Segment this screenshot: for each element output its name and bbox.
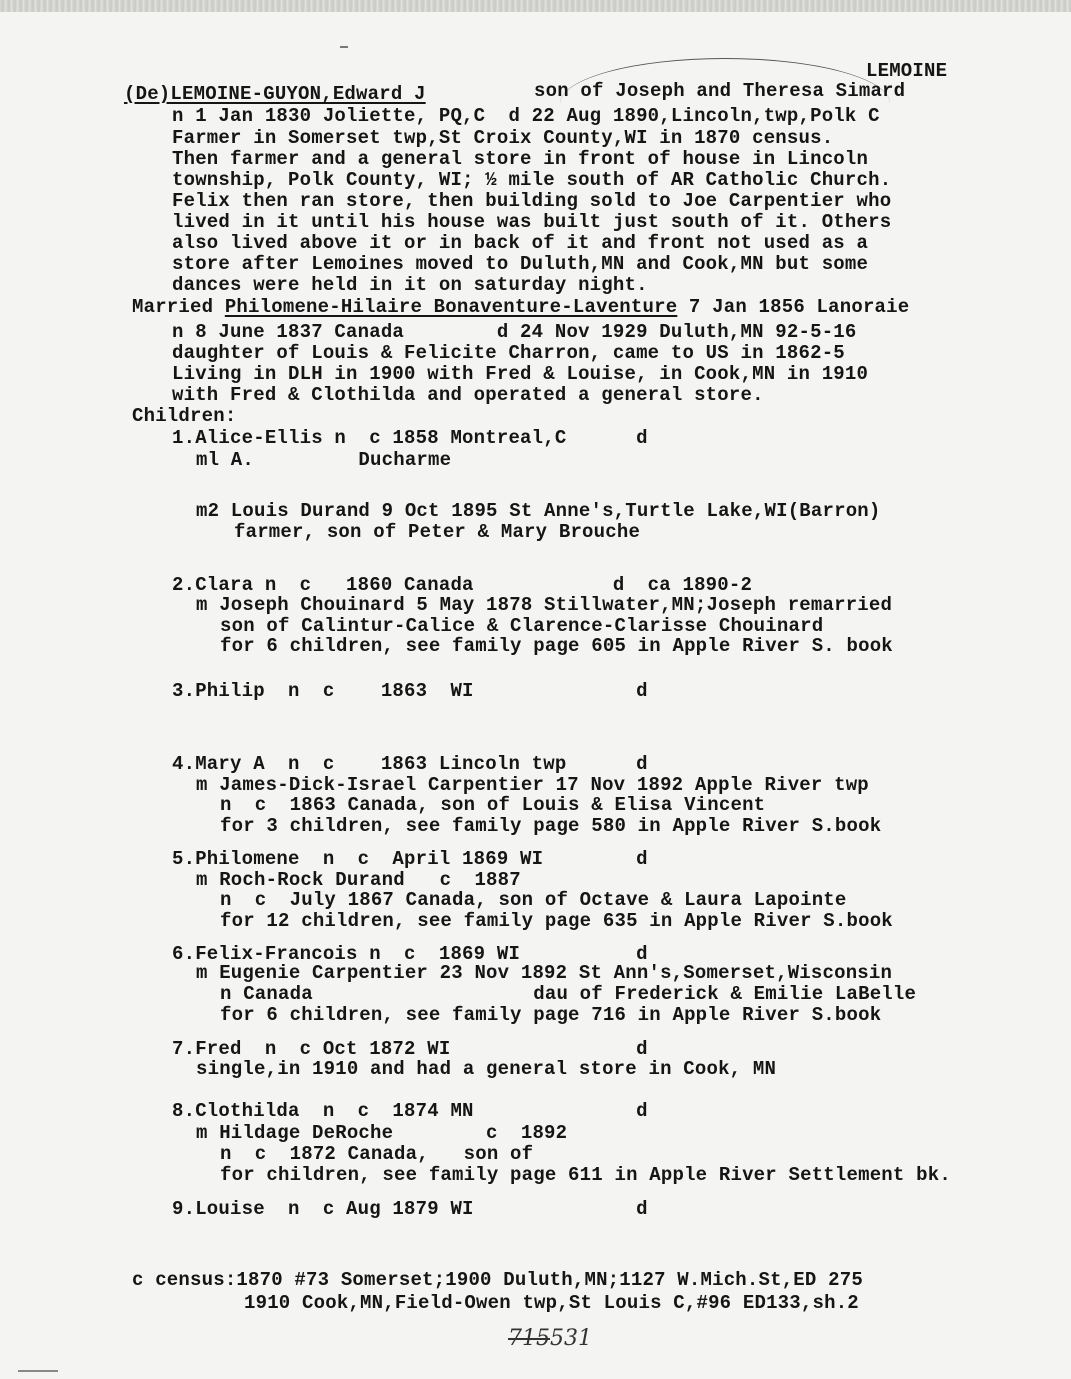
- subject-parents: son of Joseph and Theresa Simard: [534, 80, 906, 102]
- child-entry: 1.Alice-Ellis n c 1858 Montreal,C d: [172, 427, 648, 449]
- census-footnote: c census:1870 #73 Somerset;1900 Duluth,MN;1127 W.Mich.St,ED 275: [132, 1269, 863, 1291]
- bio-line: also lived above it or in back of it and front not used as a: [172, 232, 869, 254]
- child-entry: 6.Felix-Francois n c 1869 WI d: [172, 943, 648, 965]
- marriage-line: Married Philomene-Hilaire Bonaventure-Laventure 7 Jan 1856 Lanoraie: [132, 296, 910, 318]
- subject-name: (De)LEMOINE-GUYON,Edward J: [124, 83, 426, 105]
- bio-line: Farmer in Somerset twp,St Croix County,WI in 1870 census.: [172, 127, 834, 149]
- old-page-number: 715: [508, 1326, 550, 1351]
- scan-bottom-mark: [18, 1370, 58, 1372]
- child-entry: 7.Fred n c Oct 1872 WI d: [172, 1038, 648, 1060]
- bio-line: lived in it until his house was built just south of it. Others: [172, 211, 892, 233]
- child-marriage: ml A. Ducharme: [196, 449, 452, 471]
- child-detail: farmer, son of Peter & Mary Brouche: [234, 521, 641, 543]
- child-entry: 2.Clara n c 1860 Canada d ca 1890-2: [172, 574, 753, 596]
- child-marriage: m Joseph Chouinard 5 May 1878 Stillwater,MN;Joseph remarried: [196, 594, 893, 616]
- child-detail: n c 1872 Canada, son of: [220, 1143, 534, 1165]
- child-marriage: m Eugenie Carpentier 23 Nov 1892 St Ann's,Somerset,Wisconsin: [196, 962, 893, 984]
- census-footnote: 1910 Cook,MN,Field-Owen twp,St Louis C,#96 ED133,sh.2: [244, 1292, 859, 1314]
- spouse-info: daughter of Louis & Felicite Charron, came to US in 1862-5: [172, 342, 845, 364]
- child-entry: 9.Louise n c Aug 1879 WI d: [172, 1198, 648, 1220]
- pen-mark: [340, 46, 348, 48]
- bio-line: township, Polk County, WI; ½ mile south of AR Catholic Church.: [172, 169, 892, 191]
- child-marriage: m Roch-Rock Durand c 1887: [196, 869, 521, 891]
- child-detail: n c 1863 Canada, son of Louis & Elisa Vincent: [220, 794, 766, 816]
- spouse-info: Living in DLH in 1900 with Fred & Louise, in Cook,MN in 1910: [172, 363, 869, 385]
- spouse-info: with Fred & Clothilda and operated a general store.: [172, 384, 764, 406]
- child-detail: n Canada dau of Frederick & Emilie LaBelle: [220, 983, 917, 1005]
- child-detail: for 6 children, see family page 716 in Apple River S.book: [220, 1004, 882, 1026]
- bio-line: Then farmer and a general store in front of house in Lincoln: [172, 148, 869, 170]
- child-marriage: m James-Dick-Israel Carpentier 17 Nov 1892 Apple River twp: [196, 774, 869, 796]
- child-entry: 3.Philip n c 1863 WI d: [172, 680, 648, 702]
- child-detail: for 3 children, see family page 580 in Apple River S.book: [220, 815, 882, 837]
- child-detail: for children, see family page 611 in Apple River Settlement bk.: [220, 1164, 951, 1186]
- child-detail: single,in 1910 and had a general store in Cook, MN: [196, 1058, 777, 1080]
- surname-heading: LEMOINE: [866, 60, 948, 82]
- bio-line: store after Lemoines moved to Duluth,MN and Cook,MN but some: [172, 253, 869, 275]
- child-detail: for 6 children, see family page 605 in Apple River S. book: [220, 635, 893, 657]
- spouse-birth-death: n 8 June 1837 Canada d 24 Nov 1929 Duluth,MN 92-5-16: [172, 321, 857, 343]
- child-marriage: m Hildage DeRoche c 1892: [196, 1122, 568, 1144]
- child-entry: 8.Clothilda n c 1874 MN d: [172, 1100, 648, 1122]
- child-detail: n c July 1867 Canada, son of Octave & Laura Lapointe: [220, 889, 847, 911]
- scan-top-edge: [0, 0, 1071, 12]
- child-entry: 4.Mary A n c 1863 Lincoln twp d: [172, 753, 648, 775]
- children-heading: Children:: [132, 405, 237, 427]
- child-detail: for 12 children, see family page 635 in Apple River S.book: [220, 910, 893, 932]
- page-number: [508, 1326, 592, 1351]
- child-detail: son of Calintur-Calice & Clarence-Clarisse Chouinard: [220, 615, 824, 637]
- birth-death-line: n 1 Jan 1830 Joliette, PQ,C d 22 Aug 1890,Lincoln,twp,Polk C: [172, 105, 880, 127]
- bio-line: Felix then ran store, then building sold to Joe Carpentier who: [172, 190, 892, 212]
- child-marriage: m2 Louis Durand 9 Oct 1895 St Anne's,Turtle Lake,WI(Barron): [196, 500, 881, 522]
- child-entry: 5.Philomene n c April 1869 WI d: [172, 848, 648, 870]
- spouse-name: Philomene-Hilaire Bonaventure-Laventure: [224, 296, 678, 318]
- current-page-number: 531: [550, 1326, 592, 1351]
- bio-line: dances were held in it on saturday night.: [172, 274, 648, 296]
